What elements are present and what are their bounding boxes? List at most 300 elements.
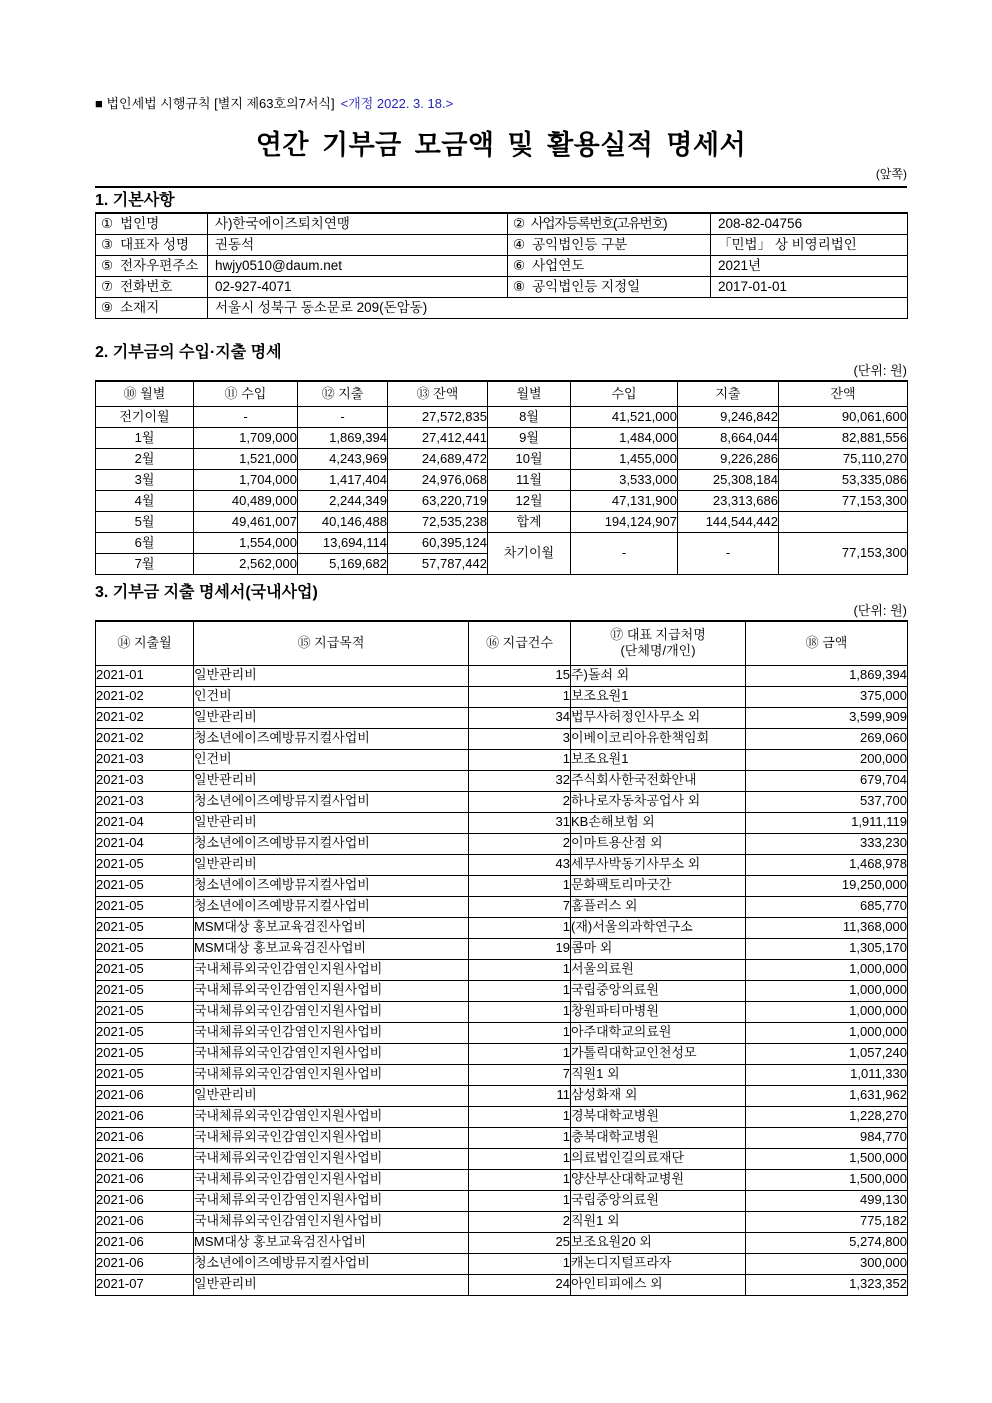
amount-cell: 27,572,835 bbox=[388, 407, 488, 428]
purpose-cell: 일반관리비 bbox=[194, 1085, 469, 1106]
month-cell: 12월 bbox=[488, 491, 571, 512]
payee-cell: 문화팩토리마굿간 bbox=[571, 875, 746, 896]
amount-cell: 1,000,000 bbox=[746, 1001, 908, 1022]
expenditure-row bbox=[96, 1106, 908, 1127]
amount-cell: - bbox=[298, 407, 388, 428]
expense-month-cell: 2021-06 bbox=[96, 1106, 194, 1127]
month-cell: 11월 bbox=[488, 470, 571, 491]
field-number: ⑦ bbox=[101, 279, 114, 295]
amount-cell: 8,664,044 bbox=[678, 428, 779, 449]
amount-cell: 679,704 bbox=[746, 770, 908, 791]
amount-cell: 40,146,488 bbox=[298, 512, 388, 533]
expenditure-row bbox=[96, 854, 908, 875]
expenditure-row bbox=[96, 1148, 908, 1169]
amount-cell: 3,533,000 bbox=[571, 470, 678, 491]
amount-cell: 300,000 bbox=[746, 1253, 908, 1274]
count-cell: 1 bbox=[469, 686, 571, 707]
month-cell: 1월 bbox=[96, 428, 194, 449]
expense-month-cell: 2021-03 bbox=[96, 770, 194, 791]
count-cell: 25 bbox=[469, 1232, 571, 1253]
count-cell: 1 bbox=[469, 980, 571, 1001]
field-label bbox=[508, 256, 711, 277]
amount-cell: 1,011,330 bbox=[746, 1064, 908, 1085]
amount-cell: 775,182 bbox=[746, 1211, 908, 1232]
expense-month-cell: 2021-06 bbox=[96, 1211, 194, 1232]
amount-cell: 1,484,000 bbox=[571, 428, 678, 449]
amount-cell: 984,770 bbox=[746, 1127, 908, 1148]
expense-month-cell: 2021-05 bbox=[96, 1001, 194, 1022]
expense-month-cell: 2021-04 bbox=[96, 812, 194, 833]
amount-cell: 1,709,000 bbox=[194, 428, 298, 449]
amount-cell: 53,335,086 bbox=[779, 470, 908, 491]
expenditure-row bbox=[96, 938, 908, 959]
count-cell: 1 bbox=[469, 749, 571, 770]
expenditure-row bbox=[96, 875, 908, 896]
count-cell: 24 bbox=[469, 1274, 571, 1295]
header-cell-month: ⑩ 월별 bbox=[96, 381, 194, 407]
payee-cell: 양산부산대학교병원 bbox=[571, 1169, 746, 1190]
amount-cell: 13,694,114 bbox=[298, 533, 388, 554]
expenditure-row bbox=[96, 1232, 908, 1253]
header-payee-line2: (단체명/개인) bbox=[620, 643, 696, 659]
expense-month-cell: 2021-02 bbox=[96, 728, 194, 749]
monthly-io-row bbox=[96, 470, 908, 491]
count-cell: 1 bbox=[469, 1169, 571, 1190]
amount-cell: 1,468,978 bbox=[746, 854, 908, 875]
count-cell: 1 bbox=[469, 1127, 571, 1148]
expense-month-cell: 2021-03 bbox=[96, 749, 194, 770]
purpose-cell: MSM대상 홍보교육검진사업비 bbox=[194, 938, 469, 959]
field-value: 권동석 bbox=[208, 235, 508, 256]
expenditure-row bbox=[96, 917, 908, 938]
count-cell: 1 bbox=[469, 959, 571, 980]
doc-ref-text: ■ 법인세법 시행규칙 [별지 제63호의7서식] bbox=[95, 96, 335, 111]
basic-info-row bbox=[96, 256, 908, 277]
expenditure-row bbox=[96, 959, 908, 980]
month-cell: 3월 bbox=[96, 470, 194, 491]
purpose-cell: 국내체류외국인감염인지원사업비 bbox=[194, 959, 469, 980]
divider-rule bbox=[95, 186, 907, 188]
month-cell: 5월 bbox=[96, 512, 194, 533]
amount-cell: 23,313,686 bbox=[678, 491, 779, 512]
amount-cell: 90,061,600 bbox=[779, 407, 908, 428]
payee-cell: KB손해보험 외 bbox=[571, 812, 746, 833]
amount-cell: 1,323,352 bbox=[746, 1274, 908, 1295]
count-cell: 1 bbox=[469, 875, 571, 896]
expenditure-header-row bbox=[96, 621, 908, 665]
field-number: ③ bbox=[101, 237, 114, 253]
amount-cell: 144,544,442 bbox=[678, 512, 779, 533]
amount-cell: 9,246,842 bbox=[678, 407, 779, 428]
amount-cell: 1,869,394 bbox=[298, 428, 388, 449]
monthly-io-row bbox=[96, 512, 908, 533]
purpose-cell: 국내체류외국인감염인지원사업비 bbox=[194, 1001, 469, 1022]
purpose-cell: 국내체류외국인감염인지원사업비 bbox=[194, 1127, 469, 1148]
month-cell: 6월 bbox=[96, 533, 194, 554]
count-cell: 1 bbox=[469, 1001, 571, 1022]
count-cell: 1 bbox=[469, 1043, 571, 1064]
amount-cell: 63,220,719 bbox=[388, 491, 488, 512]
amount-cell: 1,000,000 bbox=[746, 1022, 908, 1043]
purpose-cell: 청소년에이즈예방뮤지컬사업비 bbox=[194, 791, 469, 812]
month-cell: 10월 bbox=[488, 449, 571, 470]
field-number: ① bbox=[101, 216, 114, 232]
count-cell: 11 bbox=[469, 1085, 571, 1106]
amount-cell: 1,455,000 bbox=[571, 449, 678, 470]
amount-cell: 2,562,000 bbox=[194, 554, 298, 575]
amount-cell: 1,305,170 bbox=[746, 938, 908, 959]
field-number: ② bbox=[513, 216, 524, 232]
count-cell: 1 bbox=[469, 1253, 571, 1274]
basic-info-row bbox=[96, 235, 908, 256]
payee-cell: 삼성화재 외 bbox=[571, 1085, 746, 1106]
count-cell: 1 bbox=[469, 1148, 571, 1169]
expenditure-table bbox=[95, 620, 908, 1296]
count-cell: 2 bbox=[469, 833, 571, 854]
amount-cell: - bbox=[194, 407, 298, 428]
field-label-text: 소재지 bbox=[120, 300, 160, 316]
field-label-text: 사업자등록번호(고유번호) bbox=[530, 216, 667, 232]
count-cell: 7 bbox=[469, 896, 571, 917]
expenditure-row bbox=[96, 896, 908, 917]
purpose-cell: 청소년에이즈예방뮤지컬사업비 bbox=[194, 728, 469, 749]
count-cell: 2 bbox=[469, 1211, 571, 1232]
header-cell-balance: ⑬ 잔액 bbox=[388, 381, 488, 407]
payee-cell: 하나로자동차공업사 외 bbox=[571, 791, 746, 812]
payee-cell: 세무사박동기사무소 외 bbox=[571, 854, 746, 875]
field-number: ④ bbox=[513, 237, 526, 253]
purpose-cell: 청소년에이즈예방뮤지컬사업비 bbox=[194, 1253, 469, 1274]
amount-cell: 9,226,286 bbox=[678, 449, 779, 470]
expense-month-cell: 2021-06 bbox=[96, 1232, 194, 1253]
payee-cell: 국립중앙의료원 bbox=[571, 1190, 746, 1211]
amount-cell: 25,308,184 bbox=[678, 470, 779, 491]
purpose-cell: 국내체류외국인감염인지원사업비 bbox=[194, 1169, 469, 1190]
expense-month-cell: 2021-06 bbox=[96, 1169, 194, 1190]
field-label bbox=[508, 213, 711, 235]
purpose-cell: 국내체류외국인감염인지원사업비 bbox=[194, 980, 469, 1001]
field-number: ⑤ bbox=[101, 258, 114, 274]
field-value: 208-82-04756 bbox=[711, 213, 908, 235]
expenditure-row bbox=[96, 980, 908, 1001]
basic-info-body bbox=[96, 213, 908, 319]
count-cell: 7 bbox=[469, 1064, 571, 1085]
amount-cell: 77,153,300 bbox=[779, 491, 908, 512]
amount-cell: 1,911,119 bbox=[746, 812, 908, 833]
amount-cell: 1,228,270 bbox=[746, 1106, 908, 1127]
amount-cell: 24,976,068 bbox=[388, 470, 488, 491]
expenditure-row bbox=[96, 665, 908, 686]
unit-label-section3: (단위: 원) bbox=[853, 603, 907, 618]
payee-cell: 보조요원1 bbox=[571, 686, 746, 707]
field-label-text: 사업연도 bbox=[532, 258, 585, 274]
month-cell: 7월 bbox=[96, 554, 194, 575]
expense-month-cell: 2021-07 bbox=[96, 1274, 194, 1295]
expenditure-row bbox=[96, 791, 908, 812]
field-label bbox=[96, 256, 208, 277]
basic-info-row bbox=[96, 277, 908, 298]
field-label bbox=[508, 277, 711, 298]
amount-cell: 1,500,000 bbox=[746, 1148, 908, 1169]
expense-month-cell: 2021-05 bbox=[96, 1064, 194, 1085]
header-cell-expense: ⑫ 지출 bbox=[298, 381, 388, 407]
purpose-cell: 일반관리비 bbox=[194, 707, 469, 728]
payee-cell: 가톨릭대학교인천성모 bbox=[571, 1043, 746, 1064]
field-value: 2021년 bbox=[711, 256, 908, 277]
expense-month-cell: 2021-05 bbox=[96, 917, 194, 938]
carryover-balance: 77,153,300 bbox=[779, 533, 908, 575]
field-label-text: 전화번호 bbox=[120, 279, 173, 295]
doc-ref-revision: <개정 2022. 3. 18.> bbox=[340, 96, 454, 111]
amount-cell: 1,869,394 bbox=[746, 665, 908, 686]
amount-cell: 5,274,800 bbox=[746, 1232, 908, 1253]
amount-cell: 82,881,556 bbox=[779, 428, 908, 449]
payee-cell: (재)서울의과학연구소 bbox=[571, 917, 746, 938]
expenditure-row bbox=[96, 1169, 908, 1190]
monthly-io-header-row bbox=[96, 381, 908, 407]
field-label bbox=[96, 298, 208, 319]
purpose-cell: 청소년에이즈예방뮤지컬사업비 bbox=[194, 875, 469, 896]
amount-cell: 1,000,000 bbox=[746, 959, 908, 980]
expenditure-row bbox=[96, 728, 908, 749]
payee-cell: 캐논디지털프라자 bbox=[571, 1253, 746, 1274]
header-cell-payee bbox=[571, 621, 746, 665]
monthly-io-row bbox=[96, 428, 908, 449]
monthly-io-table bbox=[95, 380, 908, 575]
section1-heading: 1. 기본사항 bbox=[95, 192, 175, 209]
payee-cell: 홈플러스 외 bbox=[571, 896, 746, 917]
expense-month-cell: 2021-05 bbox=[96, 875, 194, 896]
amount-cell: 1,554,000 bbox=[194, 533, 298, 554]
expense-month-cell: 2021-05 bbox=[96, 896, 194, 917]
field-label bbox=[96, 213, 208, 235]
amount-cell: 49,461,007 bbox=[194, 512, 298, 533]
payee-cell: 직원1 외 bbox=[571, 1064, 746, 1085]
basic-info-table bbox=[95, 212, 908, 319]
payee-cell: 이마트용산점 외 bbox=[571, 833, 746, 854]
expenditure-row bbox=[96, 1001, 908, 1022]
payee-cell: 콤마 외 bbox=[571, 938, 746, 959]
amount-cell: 1,631,962 bbox=[746, 1085, 908, 1106]
expense-month-cell: 2021-02 bbox=[96, 707, 194, 728]
field-label-text: 대표자 성명 bbox=[120, 237, 190, 253]
page-title: 연간 기부금 모금액 및 활용실적 명세서 bbox=[255, 130, 747, 160]
amount-cell: 1,057,240 bbox=[746, 1043, 908, 1064]
doc-ref bbox=[95, 96, 907, 111]
amount-cell: 333,230 bbox=[746, 833, 908, 854]
header-cell-expense-month: ⑭ 지출월 bbox=[96, 621, 194, 665]
expense-month-cell: 2021-05 bbox=[96, 959, 194, 980]
carryover-label: 차기이월 bbox=[488, 533, 571, 575]
basic-info-row bbox=[96, 213, 908, 235]
payee-cell: 주)돌쇠 외 bbox=[571, 665, 746, 686]
expenditure-row bbox=[96, 1085, 908, 1106]
expense-month-cell: 2021-01 bbox=[96, 665, 194, 686]
header-cell-amount: ⑱ 금액 bbox=[746, 621, 908, 665]
month-cell: 9월 bbox=[488, 428, 571, 449]
amount-cell: 27,412,441 bbox=[388, 428, 488, 449]
expense-month-cell: 2021-05 bbox=[96, 1043, 194, 1064]
monthly-io-body bbox=[96, 407, 908, 575]
header-cell-expense2: 지출 bbox=[678, 381, 779, 407]
count-cell: 1 bbox=[469, 917, 571, 938]
amount-cell bbox=[779, 512, 908, 533]
purpose-cell: 일반관리비 bbox=[194, 854, 469, 875]
expenditure-row bbox=[96, 749, 908, 770]
amount-cell: 1,704,000 bbox=[194, 470, 298, 491]
payee-cell: 보조요원1 bbox=[571, 749, 746, 770]
payee-cell: 충북대학교병원 bbox=[571, 1127, 746, 1148]
purpose-cell: 국내체류외국인감염인지원사업비 bbox=[194, 1148, 469, 1169]
header-payee-line1: ⑰ 대표 지급처명 bbox=[610, 627, 706, 643]
count-cell: 1 bbox=[469, 1106, 571, 1127]
expense-month-cell: 2021-02 bbox=[96, 686, 194, 707]
header-cell-count: ⑯ 지급건수 bbox=[469, 621, 571, 665]
amount-cell: 499,130 bbox=[746, 1190, 908, 1211]
expenditure-row bbox=[96, 686, 908, 707]
count-cell: 15 bbox=[469, 665, 571, 686]
unit-label-section2: (단위: 원) bbox=[853, 363, 907, 378]
month-cell: 4월 bbox=[96, 491, 194, 512]
header-cell-income2: 수입 bbox=[571, 381, 678, 407]
monthly-io-row bbox=[96, 407, 908, 428]
amount-cell: 24,689,472 bbox=[388, 449, 488, 470]
amount-cell: 1,521,000 bbox=[194, 449, 298, 470]
payee-cell: 국립중앙의료원 bbox=[571, 980, 746, 1001]
field-label-text: 전자우편주소 bbox=[120, 258, 199, 274]
header-cell-purpose: ⑮ 지급목적 bbox=[194, 621, 469, 665]
purpose-cell: 국내체류외국인감염인지원사업비 bbox=[194, 1064, 469, 1085]
purpose-cell: 인건비 bbox=[194, 749, 469, 770]
carryover-expense: - bbox=[678, 533, 779, 575]
field-label-text: 공익법인등 지정일 bbox=[532, 279, 641, 295]
payee-cell: 의료법인길의료재단 bbox=[571, 1148, 746, 1169]
expense-month-cell: 2021-06 bbox=[96, 1127, 194, 1148]
expense-month-cell: 2021-04 bbox=[96, 833, 194, 854]
header-cell-income: ⑪ 수입 bbox=[194, 381, 298, 407]
purpose-cell: 국내체류외국인감염인지원사업비 bbox=[194, 1043, 469, 1064]
amount-cell: 200,000 bbox=[746, 749, 908, 770]
purpose-cell: 일반관리비 bbox=[194, 812, 469, 833]
field-label-text: 공익법인등 구분 bbox=[532, 237, 628, 253]
expenditure-row bbox=[96, 1127, 908, 1148]
expenditure-row bbox=[96, 833, 908, 854]
expense-month-cell: 2021-05 bbox=[96, 938, 194, 959]
count-cell: 32 bbox=[469, 770, 571, 791]
monthly-io-row bbox=[96, 533, 908, 554]
payee-cell: 서울의료원 bbox=[571, 959, 746, 980]
field-value: 02-927-4071 bbox=[208, 277, 508, 298]
count-cell: 3 bbox=[469, 728, 571, 749]
front-side-label: (앞쪽) bbox=[875, 167, 907, 181]
section3-heading: 3. 기부금 지출 명세서(국내사업) bbox=[95, 584, 318, 601]
payee-cell: 경북대학교병원 bbox=[571, 1106, 746, 1127]
header-cell-month2: 월별 bbox=[488, 381, 571, 407]
expenditure-body bbox=[96, 665, 908, 1295]
field-label bbox=[96, 277, 208, 298]
expenditure-row bbox=[96, 812, 908, 833]
purpose-cell: 일반관리비 bbox=[194, 665, 469, 686]
amount-cell: 4,243,969 bbox=[298, 449, 388, 470]
expense-month-cell: 2021-06 bbox=[96, 1085, 194, 1106]
purpose-cell: MSM대상 홍보교육검진사업비 bbox=[194, 1232, 469, 1253]
amount-cell: 375,000 bbox=[746, 686, 908, 707]
month-cell: 8월 bbox=[488, 407, 571, 428]
payee-cell: 창원파티마병원 bbox=[571, 1001, 746, 1022]
payee-cell: 아인티피에스 외 bbox=[571, 1274, 746, 1295]
count-cell: 2 bbox=[469, 791, 571, 812]
section2-heading: 2. 기부금의 수입·지출 명세 bbox=[95, 344, 282, 361]
count-cell: 34 bbox=[469, 707, 571, 728]
purpose-cell: 청소년에이즈예방뮤지컬사업비 bbox=[194, 896, 469, 917]
amount-cell: 269,060 bbox=[746, 728, 908, 749]
count-cell: 43 bbox=[469, 854, 571, 875]
expenditure-row bbox=[96, 1064, 908, 1085]
payee-cell: 직원1 외 bbox=[571, 1211, 746, 1232]
amount-cell: 60,395,124 bbox=[388, 533, 488, 554]
payee-cell: 이베이코리아유한책임회 bbox=[571, 728, 746, 749]
amount-cell: 72,535,238 bbox=[388, 512, 488, 533]
expenditure-row bbox=[96, 707, 908, 728]
purpose-cell: 국내체류외국인감염인지원사업비 bbox=[194, 1106, 469, 1127]
count-cell: 1 bbox=[469, 1022, 571, 1043]
payee-cell: 보조요원20 외 bbox=[571, 1232, 746, 1253]
expense-month-cell: 2021-06 bbox=[96, 1253, 194, 1274]
payee-cell: 아주대학교의료원 bbox=[571, 1022, 746, 1043]
expenditure-row bbox=[96, 1274, 908, 1295]
expense-month-cell: 2021-06 bbox=[96, 1148, 194, 1169]
purpose-cell: 국내체류외국인감염인지원사업비 bbox=[194, 1022, 469, 1043]
amount-cell: 1,500,000 bbox=[746, 1169, 908, 1190]
amount-cell: 75,110,270 bbox=[779, 449, 908, 470]
amount-cell: 41,521,000 bbox=[571, 407, 678, 428]
field-value: hwjy0510@daum.net bbox=[208, 256, 508, 277]
amount-cell: 2,244,349 bbox=[298, 491, 388, 512]
basic-info-row bbox=[96, 298, 908, 319]
field-number: ⑥ bbox=[513, 258, 526, 274]
payee-cell: 주식회사한국전화안내 bbox=[571, 770, 746, 791]
amount-cell: 1,417,404 bbox=[298, 470, 388, 491]
purpose-cell: 인건비 bbox=[194, 686, 469, 707]
form-page bbox=[95, 0, 907, 1296]
month-cell: 전기이월 bbox=[96, 407, 194, 428]
field-value: 「민법」 상 비영리법인 bbox=[711, 235, 908, 256]
month-cell: 합계 bbox=[488, 512, 571, 533]
field-label bbox=[96, 235, 208, 256]
expense-month-cell: 2021-05 bbox=[96, 980, 194, 1001]
expenditure-row bbox=[96, 770, 908, 791]
monthly-io-row bbox=[96, 491, 908, 512]
amount-cell: 194,124,907 bbox=[571, 512, 678, 533]
field-value: 2017-01-01 bbox=[711, 277, 908, 298]
carryover-income: - bbox=[571, 533, 678, 575]
expense-month-cell: 2021-05 bbox=[96, 854, 194, 875]
expenditure-row bbox=[96, 1022, 908, 1043]
payee-cell: 법무사허정인사무소 외 bbox=[571, 707, 746, 728]
purpose-cell: 국내체류외국인감염인지원사업비 bbox=[194, 1190, 469, 1211]
month-cell: 2월 bbox=[96, 449, 194, 470]
purpose-cell: 일반관리비 bbox=[194, 770, 469, 791]
purpose-cell: 일반관리비 bbox=[194, 1274, 469, 1295]
amount-cell: 57,787,442 bbox=[388, 554, 488, 575]
expense-month-cell: 2021-06 bbox=[96, 1190, 194, 1211]
amount-cell: 47,131,900 bbox=[571, 491, 678, 512]
amount-cell: 5,169,682 bbox=[298, 554, 388, 575]
count-cell: 31 bbox=[469, 812, 571, 833]
amount-cell: 40,489,000 bbox=[194, 491, 298, 512]
amount-cell: 11,368,000 bbox=[746, 917, 908, 938]
field-number: ⑧ bbox=[513, 279, 526, 295]
